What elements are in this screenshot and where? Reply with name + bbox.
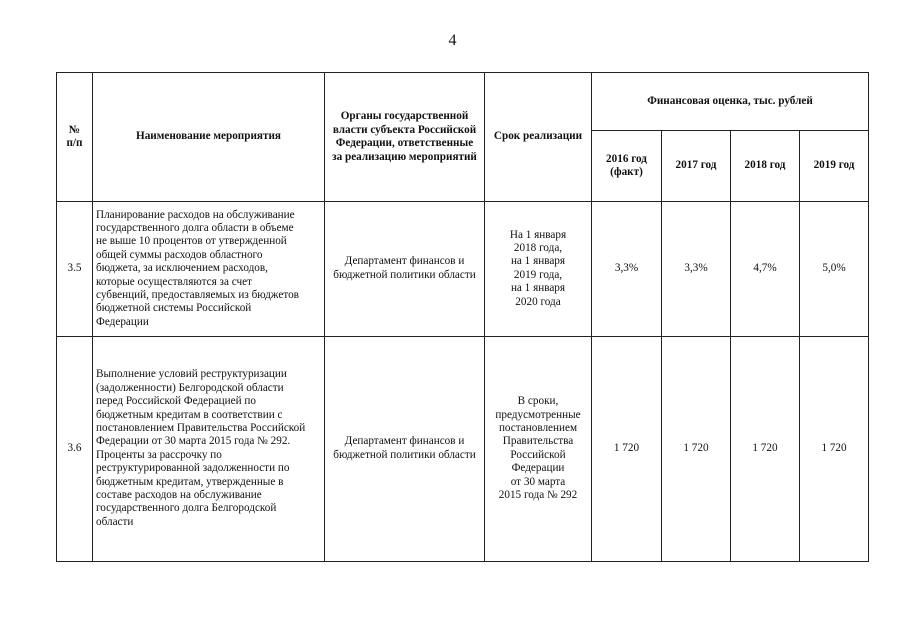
- col-header-year-2018: 2018 год: [731, 131, 800, 202]
- implementation-term: В сроки, предусмотренные постановлением Правительства Российской Федерации от 30 марта 2015 года № 292: [485, 336, 592, 561]
- responsible-organ: Департамент финансов и бюджетной политики области: [325, 336, 485, 561]
- value-2018: 4,7%: [731, 202, 800, 336]
- implementation-term: На 1 января 2018 года, на 1 января 2019 года, на 1 января 2020 года: [485, 202, 592, 336]
- value-2019: 5,0%: [800, 202, 869, 336]
- value-2018: 1 720: [731, 336, 800, 561]
- table-row: [57, 336, 869, 561]
- col-header-finance: Финансовая оценка, тыс. рублей: [592, 73, 869, 131]
- measure-name: Планирование расходов на обслуживание государственного долга области в объеме не выше 10 процентов от утвержденной общей суммы расходов областного бюджета, за исключением расходов, которые осуществляются за счет субвенций, предоставляемых из бюджетов бюджетной системы Российской Федерации: [93, 202, 325, 336]
- value-2019: 1 720: [800, 336, 869, 561]
- measure-name: Выполнение условий реструктуризации (задолженности) Белгородской области перед Российской Федерацией по бюджетным кредитам в соответствии с постановлением Правительства Российской Федерации от 30 марта 2015 года № 292. Проценты за рассрочку по реструктурированной задолженности по бюджетным кредитам, утвержденные в составе расходов на обслуживание государственного долга Белгородской области: [93, 336, 325, 561]
- col-header-year-2016: 2016 год (факт): [592, 131, 662, 202]
- col-header-name: Наименование мероприятия: [93, 73, 325, 202]
- col-header-year-2017: 2017 год: [662, 131, 731, 202]
- measures-table: [56, 72, 869, 562]
- row-number: 3.6: [57, 336, 93, 561]
- col-header-num: № п/п: [57, 73, 93, 202]
- value-2016: 3,3%: [592, 202, 662, 336]
- responsible-organ: Департамент финансов и бюджетной политики области: [325, 202, 485, 336]
- value-2017: 1 720: [662, 336, 731, 561]
- row-number: 3.5: [57, 202, 93, 336]
- value-2016: 1 720: [592, 336, 662, 561]
- col-header-organs: Органы государственной власти субъекта Российской Федерации, ответственные за реализацию мероприятий: [325, 73, 485, 202]
- header-row: [57, 73, 869, 131]
- col-header-term: Срок реализации: [485, 73, 592, 202]
- value-2017: 3,3%: [662, 202, 731, 336]
- col-header-year-2019: 2019 год: [800, 131, 869, 202]
- page-number: 4: [448, 32, 457, 49]
- table-row: [57, 202, 869, 336]
